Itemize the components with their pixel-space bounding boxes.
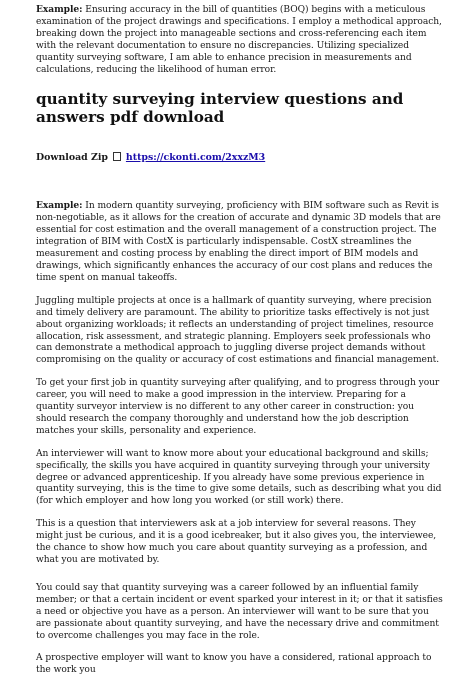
download-link[interactable]: https://ckonti.com/2xxzM3 [125, 152, 266, 164]
example-label: Example: [36, 200, 83, 212]
body-paragraph: Juggling multiple projects at once is a hallmark of quantity surveying, where precision and timely delivery are paramount. The ability to prioritize tasks effectively is not just about organizing workloads; it reflects an understanding of project timelines, resource allocation, risk assessment, and strategic planning. Employers seek professionals who can demonstrate a methodical approach to juggling diverse project demands without compromising on the quality or accuracy of cost estimations and financial management. [36, 295, 440, 366]
body-paragraph: A prospective employer will want to know you have a considered, rational approach to the work you [36, 653, 432, 676]
body-paragraph: An interviewer will want to know more about your educational background and skills; specifically, the skills you have acquired in quantity surveying through your university degree or advanced apprenticeship. If you already have some previous experience in quantity surveying, this is the time to give some details, such as describing what you did (for which employer and how long you worked (or still work) there. [36, 448, 442, 507]
document-heading: quantity surveying interview questions and answers pdf download [36, 90, 404, 127]
document-page [36, 4, 444, 677]
body-paragraph: To get your first job in quantity surveying after qualifying, and to progress through your career, you will need to make a good impression in the interview. Preparing for a quantity surveyor interview is no different to any other career in construction: you should research the company thoroughly and understand how the job description matches your skills, personality and experience. [36, 378, 440, 436]
link-arrow-icon [113, 152, 121, 161]
example-text: In modern quantity surveying, proficiency with BIM software such as Revit is non-negotiable, as it allows for the creation of accurate and dynamic 3D models that are essential for cost estimation and the overall management of a construction project. The integration of BIM with CostX is particularly indispensable. CostX streamlines the measurement and costing process by enabling the direct import of BIM models and drawings, which significantly enhances the accuracy of our cost plans and reduces the time spent on manual takeoffs. [36, 201, 441, 283]
example-paragraph-top [36, 4, 444, 76]
download-label: Download Zip [36, 152, 108, 164]
example-text: Ensuring accuracy in the bill of quantities (BOQ) begins with a meticulous examination of the project drawings and specifications. I employ a methodical approach, breaking down the project into manageable sections and cross-referencing each item with the relevant documentation to ensure no discrepancies. Utilizing specialized quantity surveying software, I am able to enhance precision in measurements and calculations, reducing the likelihood of human error. [36, 5, 442, 75]
download-line [36, 152, 444, 164]
body-paragraph: You could say that quantity surveying was a career followed by an influential family member; or that a certain incident or event sparked your interest in it; or that it satisfies a need or objective you have as a person. An interviewer will want to be sure that you are passionate about quantity surveying, and have the necessary drive and commitment to overcome challenges you may face in the role. [36, 582, 443, 641]
example-paragraph-bim [36, 200, 444, 284]
example-label: Example: [36, 4, 83, 15]
body-paragraph: This is a question that interviewers ask at a job interview for several reasons. They might just be curious, and it is a good icebreaker, but it also gives you, the interviewee, the chance to show how much you care about quantity surveying as a profession, and what you are motivated by. [36, 519, 437, 565]
